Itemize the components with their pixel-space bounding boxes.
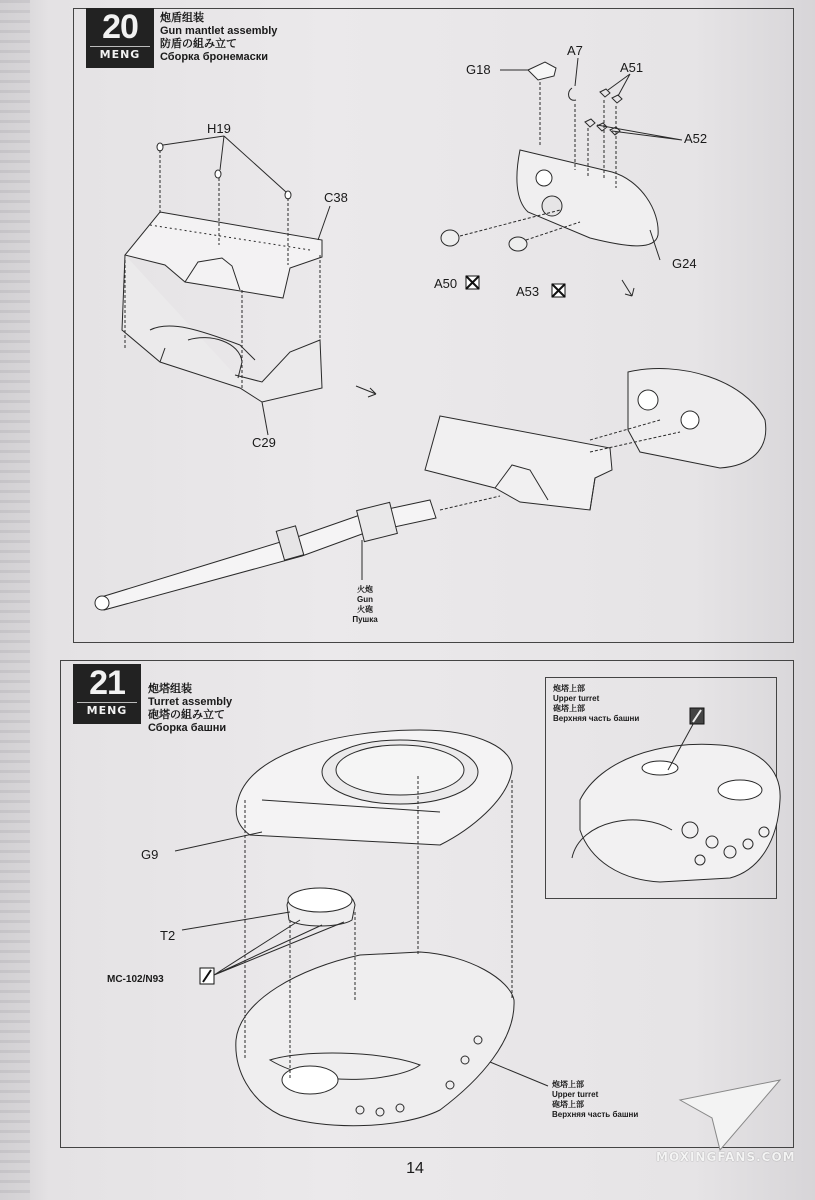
title-en: Gun mantlet assembly: [160, 25, 278, 37]
title-ru: Сборка башни: [148, 722, 227, 734]
part-c38-plate: [125, 212, 322, 298]
part-label-h19: H19: [207, 121, 231, 136]
paint-brush-icon: [690, 708, 704, 724]
step-number: 21: [89, 664, 125, 702]
part-g24-breech: [517, 150, 660, 260]
part-label-a51: A51: [620, 60, 644, 75]
watermark-plane-icon: [680, 1080, 780, 1150]
part-label-a53: A53: [516, 284, 540, 299]
gun-barrel: [95, 496, 500, 610]
inset-upper-turret-drawing: [572, 717, 780, 882]
page-number: 14: [406, 1160, 424, 1177]
upper-turret-hull: [236, 952, 548, 1126]
assembled-mantlet: [425, 369, 766, 510]
brand-logo: MENG: [90, 46, 150, 63]
part-label-c38: C38: [324, 190, 348, 205]
part-g9-turret-roof: [175, 730, 512, 851]
gun-label-cn: 火炮: [357, 585, 373, 594]
upper-turret-label-ru: Верхняя часть башни: [552, 1110, 639, 1119]
part-label-a52: A52: [684, 131, 708, 146]
site-watermark: MOXINGFANS.COM: [656, 1150, 796, 1164]
part-label-g9: G9: [141, 847, 159, 862]
inset-label-cn: 炮塔上部: [553, 684, 585, 693]
gun-label-jp: 火砲: [357, 605, 373, 614]
part-label-t2: T2: [160, 928, 176, 943]
part-label-g24: G24: [672, 256, 697, 271]
arrow-down-icon: [622, 280, 634, 296]
part-label-g18: G18: [466, 62, 491, 77]
part-label-c29: C29: [252, 435, 276, 450]
part-g18: [500, 62, 556, 145]
title-jp: 防盾の組み立て: [160, 38, 237, 50]
upper-turret-label-en: Upper turret: [552, 1090, 599, 1099]
title-ru: Сборка бронемаски: [160, 51, 269, 63]
paint-code-label: MC-102/N93: [107, 974, 164, 985]
title-jp: 砲塔の組み立て: [148, 709, 225, 721]
upper-turret-label-jp: 砲塔上部: [552, 1100, 584, 1109]
gun-label-en: Gun: [357, 595, 373, 604]
gun-label-ru: Пушка: [352, 615, 378, 624]
title-cn: 炮盾组装: [160, 12, 204, 24]
title-cn: 炮塔组装: [148, 683, 192, 695]
inset-label-ru: Верхняя часть башни: [553, 714, 640, 723]
brand-logo: MENG: [77, 702, 137, 719]
inset-label-jp: 砲塔上部: [553, 704, 585, 713]
cement-icon: [466, 276, 565, 297]
inset-label-en: Upper turret: [553, 694, 600, 703]
part-label-a50: A50: [434, 276, 458, 291]
upper-turret-label-cn: 炮塔上部: [552, 1080, 584, 1089]
part-label-a7: A7: [567, 43, 583, 58]
part-h19-studs: [157, 136, 291, 199]
title-en: Turret assembly: [148, 696, 233, 708]
arrow-right-icon: [356, 386, 376, 397]
part-t2-ring: [182, 888, 355, 930]
step-number: 20: [102, 8, 138, 46]
